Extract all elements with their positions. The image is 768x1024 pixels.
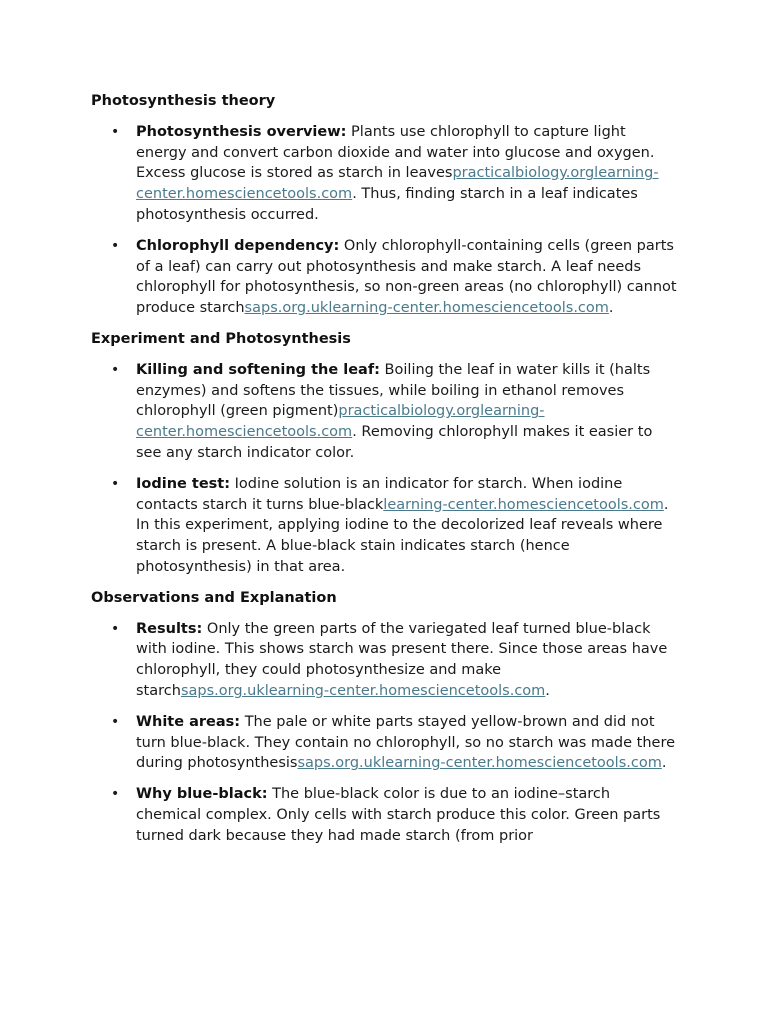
- bullet-list: [91, 360, 679, 578]
- item-term: Iodine test:: [136, 475, 231, 492]
- item-text: The blue-black color is due to an iodine–starch chemical complex. Only cells with starch produce this color. Green parts turned dark because they had made starch (from prior: [136, 786, 661, 844]
- source-link[interactable]: saps.org.uklearning-center.homesciencetools.com: [297, 755, 662, 772]
- item-text: The pale or white parts stayed yellow-brown and did not turn blue-black. They contain no chlorophyll, so no starch was made there during photosynthesis: [136, 713, 676, 772]
- item-text: Plants use chlorophyll to capture light energy and convert carbon dioxide and water into glucose and oxygen. Excess glucose is stored as starch in leaves: [136, 123, 655, 182]
- source-link[interactable]: saps.org.uklearning-center.homesciencetools.com: [244, 300, 609, 317]
- bullet-list: [91, 122, 679, 319]
- item-text-after: .: [608, 300, 614, 317]
- item-term: Why blue-black:: [136, 786, 268, 803]
- source-link[interactable]: saps.org.uklearning-center.homesciencetools.com: [180, 682, 546, 699]
- item-term: Photosynthesis overview:: [136, 123, 347, 140]
- bullet-icon: •: [111, 620, 120, 637]
- list-item: [91, 360, 679, 464]
- bullet-icon: •: [111, 713, 120, 730]
- list-item: [91, 474, 679, 578]
- document-content: [91, 91, 679, 847]
- list-item: [91, 712, 679, 774]
- item-text: Iodine solution is an indicator for starch. When iodine contacts starch it turns blue-black: [136, 475, 623, 513]
- list-item: [91, 619, 679, 702]
- item-text: Only chlorophyll-containing cells (green parts of a leaf) can carry out photosynthesis and make starch. A leaf needs chlorophyll for photosynthesis, so non-green areas (no chlorophyll) cannot produce starch: [136, 237, 677, 317]
- item-term: Results:: [136, 620, 203, 637]
- bullet-icon: •: [111, 361, 120, 378]
- section-heading: Photosynthesis theory: [91, 93, 276, 109]
- item-text-after: . Removing chlorophyll makes it easier to see any starch indicator color.: [136, 424, 653, 461]
- item-term: Chlorophyll dependency:: [136, 237, 340, 254]
- bullet-icon: •: [111, 237, 120, 254]
- bullet-icon: •: [111, 123, 120, 140]
- item-term: Killing and softening the leaf:: [136, 361, 380, 378]
- source-link[interactable]: practicalbiology.orglearning-center.homesciencetools.com: [136, 165, 659, 203]
- bullet-list: [91, 619, 679, 847]
- item-term: White areas:: [136, 713, 241, 730]
- item-text-after: .: [661, 755, 667, 772]
- item-text-after: . Thus, finding starch in a leaf indicates photosynthesis occurred.: [136, 186, 638, 223]
- source-link[interactable]: practicalbiology.orglearning-center.homesciencetools.com: [136, 403, 545, 441]
- section-heading: Observations and Explanation: [91, 589, 337, 606]
- item-text: Only the green parts of the variegated leaf turned blue-black with iodine. This shows starch was present there. Since those areas have chlorophyll, they could photosynthesize and make starch: [136, 620, 668, 699]
- source-link[interactable]: learning-center.homesciencetools.com: [383, 496, 664, 513]
- item-text: Boiling the leaf in water kills it (halts enzymes) and softens the tissues, while boiling in ethanol removes chlorophyll (green pigment): [136, 361, 651, 420]
- bullet-icon: •: [111, 786, 120, 803]
- list-item: [91, 122, 679, 226]
- section-heading: Experiment and Photosynthesis: [91, 330, 351, 347]
- list-item: [91, 784, 679, 846]
- item-text-after: .: [545, 682, 550, 699]
- bullet-icon: •: [111, 475, 120, 492]
- list-item: [91, 236, 679, 319]
- item-text-after: . In this experiment, applying iodine to the decolorized leaf reveals where starch is present. A blue-black stain indicates starch (hence photosynthesis) in that area.: [136, 496, 669, 575]
